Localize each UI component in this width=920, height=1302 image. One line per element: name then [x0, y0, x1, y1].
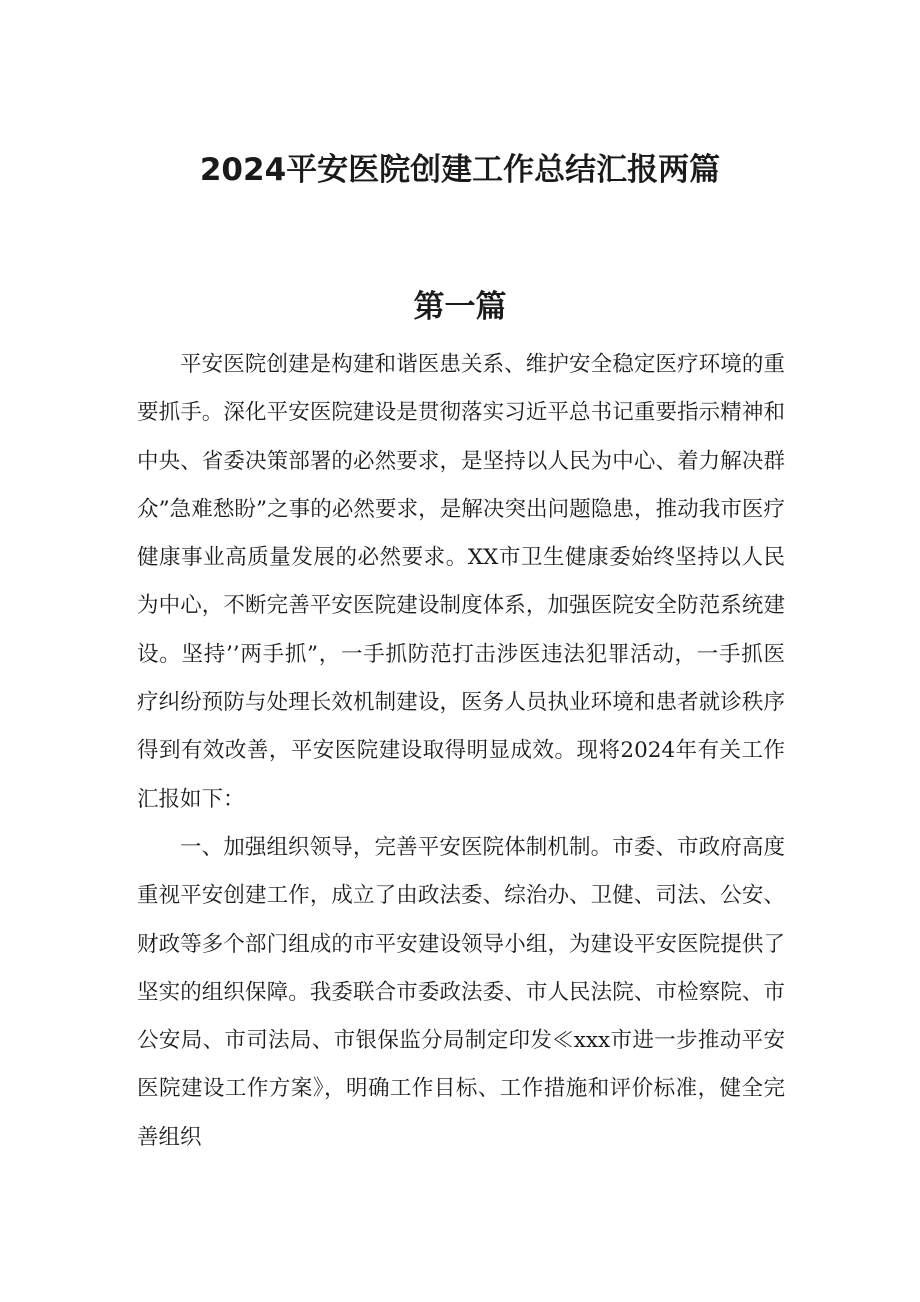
paragraph-section-one: 一、加强组织领导，完善平安医院体制机制。市委、市政府高度重视平安创建工作，成立了由政法委、综治办、卫健、司法、公安、财政等多个部门组成的市平安建设领导小组，为建设平安医院提供了坚实的组织保障。我委联合市委政法委、市人民法院、市检察院、市公安局、市司法局、市银保监分局制定印发≪xxx市进一步推动平安医院建设工作方案》，明确工作目标、工作措施和评价标准，健全完善组织	[137, 834, 785, 1150]
document-title: 2024平安医院创建工作总结汇报两篇	[199, 152, 721, 188]
paragraph-intro: 平安医院创建是构建和谐医患关系、维护安全稳定医疗环境的重要抓手。深化平安医院建设是贯彻落实习近平总书记重要指示精神和中央、省委决策部署的必然要求，是坚持以人民为中心、着力解决群众”急难愁盼”之事的必然要求，是解决突出问题隐患，推动我市医疗健康事业高质量发展的必然要求。XX市卫生健康委始终坚持以人民为中心，不断完善平安医院建设制度体系，加强医院安全防范系统建设。坚持’’两手抓”，一手抓防范打击涉医违法犯罪活动，一手抓医疗纠纷预防与处理长效机制建设，医务人员执业环境和患者就诊秩序得到有效改善，平安医院建设取得明显成效。现将2024年有关工作汇报如下：	[137, 352, 785, 812]
section-title: 第一篇	[413, 289, 507, 325]
document-body	[137, 341, 785, 1162]
